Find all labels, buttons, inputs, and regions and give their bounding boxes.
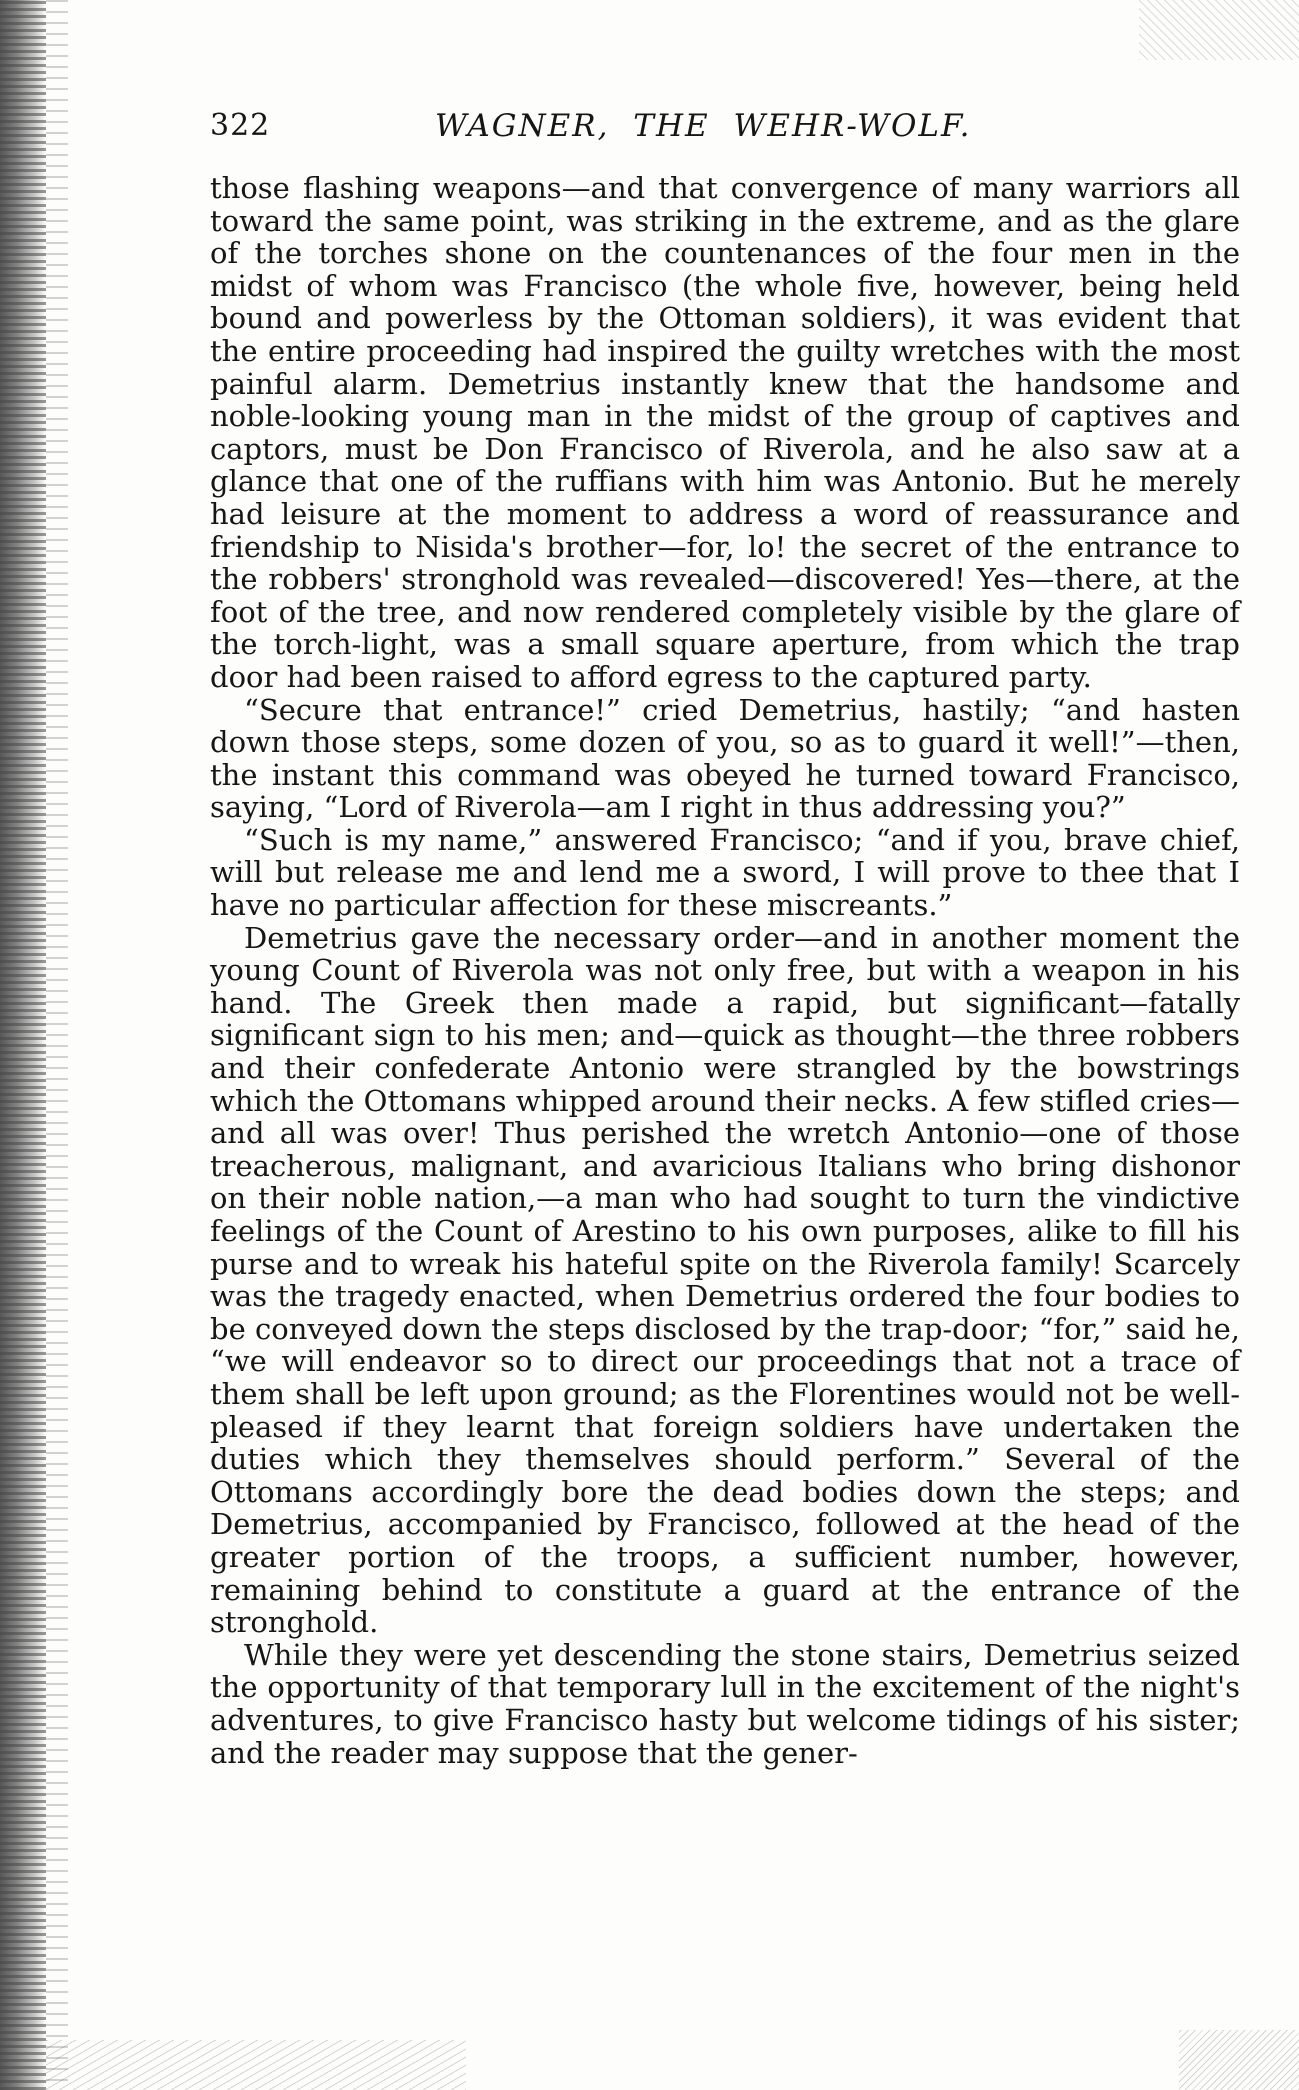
scan-noise-top-right [1139, 0, 1299, 60]
body-text [210, 172, 1240, 1769]
scan-noise-bottom-left [46, 2040, 466, 2090]
paragraph-2: “Secure that entrance!” cried Demetrius, hastily; “and hasten down those steps, some dozen of you, so as to guard it well!”—then, the instant this command was obeyed he turned toward Francisco, saying, “Lord of Riverola—am I right in thus addressing you?” [210, 692, 1240, 825]
paragraph-5: While they were yet descending the stone stairs, Demetrius seized the opportunity of that temporary lull in the excitement of the night's adventures, to give Francisco hasty but welcome tidings of his sister; and the reader may suppose that the gener- [210, 1637, 1240, 1770]
binding-gutter-speckle [46, 0, 68, 2090]
page-header [210, 108, 1040, 148]
paragraph-3: “Such is my name,” answered Francisco; “and if you, brave chief, will but release me and lend me a sword, I will prove to thee that I have no particular affection for these miscreants.” [210, 822, 1240, 923]
binding-gutter-shadow [0, 0, 46, 2090]
running-title: WAGNER, THE WEHR-WOLF. [435, 108, 972, 144]
page-number: 322 [210, 108, 271, 143]
paragraph-4: Demetrius gave the necessary order—and in another moment the young Count of Riverola was not only free, but with a weapon in his hand. The Greek then made a rapid, but significant—fatally significant sign to his men; and—quick as thought—the three robbers and their confederate Antonio were strangled by the bowstrings which the Ottomans whipped around their necks. A few stifled cries—and all was over! Thus perished the wretch Antonio—one of those treacherous, malignant, and avaricious Italians who bring dishonor on their noble nation,—a man who had sought to turn the vindictive feelings of the Count of Arestino to his own purposes, alike to fill his purse and to wreak his hateful spite on the Riverola family! Scarcely was the tragedy enacted, when Demetrius ordered the four bodies to be conveyed down the steps disclosed by the trap-door; “for,” said he, “we will endeavor so to direct our proceedings that not a trace of them shall be left upon ground; as the Florentines would not be well-pleased if they learnt that foreign soldiers have undertaken the duties which they themselves should perform.” Several of the Ottomans accordingly bore the dead bodies down the steps; and Demetrius, accompanied by Francisco, followed at the head of the greater portion of the troops, a sufficient number, however, remaining behind to constitute a guard at the entrance of the stronghold. [210, 920, 1240, 1640]
scan-noise-bottom-right [1179, 2030, 1299, 2090]
paragraph-1: those flashing weapons—and that convergence of many warriors all toward the same point, was striking in the extreme, and as the glare of the torches shone on the countenances of the four men in the midst of whom was Francisco (the whole five, however, being held bound and powerless by the Ottoman soldiers), it was evident that the entire proceeding had inspired the guilty wretches with the most painful alarm. Demetrius instantly knew that the handsome and noble-looking young man in the midst of the group of captives and captors, must be Don Francisco of Riverola, and he also saw at a glance that one of the ruffians with him was Antonio. But he merely had leisure at the moment to address a word of reassurance and friendship to Nisida's brother—for, lo! the secret of the entrance to the robbers' stronghold was revealed—discovered! Yes—there, at the foot of the tree, and now rendered completely visible by the glare of the torch-light, was a small square aperture, from which the trap door had been raised to afford egress to the captured party. [210, 171, 1240, 694]
